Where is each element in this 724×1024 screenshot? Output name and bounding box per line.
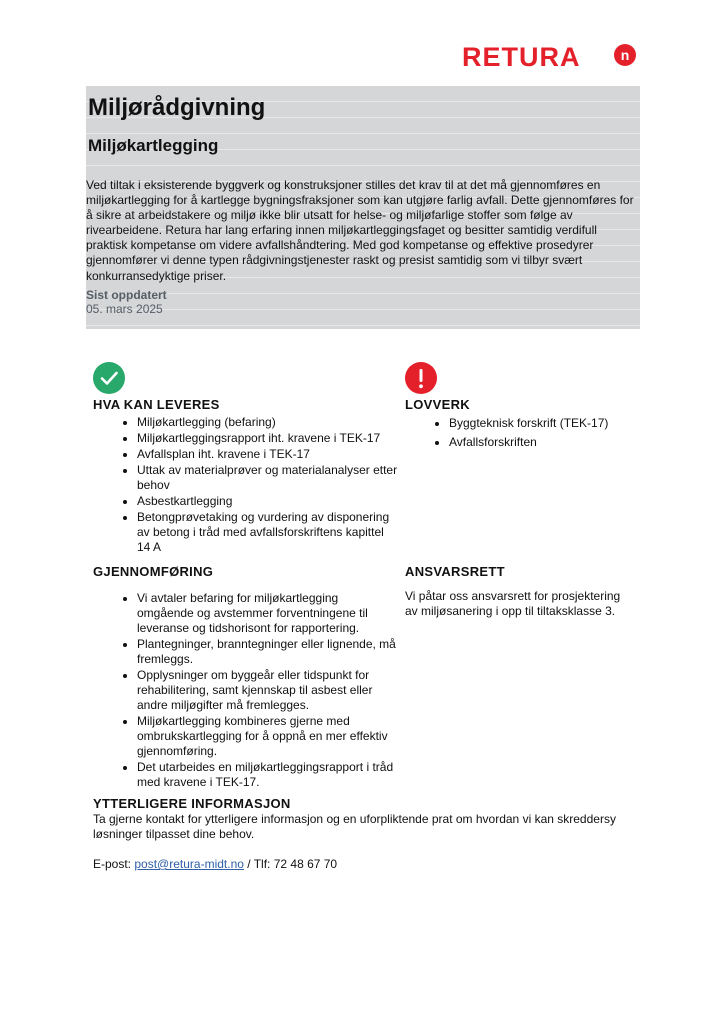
more-info-title: YTTERLIGERE INFORMASJON xyxy=(93,796,291,811)
list-item: • Avfallsplan iht. kravene i TEK-17 xyxy=(137,447,398,462)
updated-label: Sist oppdatert xyxy=(86,288,167,302)
retura-logo xyxy=(462,43,642,71)
contact-line xyxy=(93,857,638,872)
exclamation-icon xyxy=(405,362,437,394)
logo-badge-icon: n xyxy=(614,44,636,66)
page-title: Miljørådgivning xyxy=(88,94,266,121)
email-label: E-post: xyxy=(93,857,132,871)
execution-section xyxy=(93,564,398,791)
list-item: • Avfallsforskriften xyxy=(449,435,640,450)
page-subtitle: Miljøkartlegging xyxy=(88,136,219,155)
email-link[interactable]: post@retura-midt.no xyxy=(134,857,244,871)
list-item: • Det utarbeides en miljøkartleggingsrapport i tråd med kravene i TEK-17. xyxy=(137,760,398,790)
deliverables-list xyxy=(93,415,398,555)
more-info-section xyxy=(93,796,638,872)
execution-title: GJENNOMFØRING xyxy=(93,564,214,579)
list-item: • Miljøkartleggingsrapport iht. kravene i TEK-17 xyxy=(137,431,398,446)
list-item: • Miljøkartlegging kombineres gjerne med ombrukskartlegging for å oppnå en mer effektiv gjennomføring. xyxy=(137,714,398,759)
law-title: LOVVERK xyxy=(405,397,470,412)
checkmark-icon xyxy=(93,362,125,394)
intro-paragraph: Ved tiltak i eksisterende byggverk og konstruksjoner stilles det krav til at det må gjennomføres en miljøkartlegging for å kartlegge bygningsfraksjoner som kan utgjøre farlig avfall. Dette gjennomføres for å sikre at arbeidstakere og miljø ikke blir utsatt for helse- og miljøfarlige stoffer som følge av rivearbeidene. Retura har lang erfaring innen miljøkartleggingsfaget og besitter samtidig verdifull praktisk kompetanse om videre avfallshåndtering. Med god kompetanse og effektive prosedyrer gjennomfører vi denne typen rådgivningstjenester raskt og presist samtidig som vi tilbyr svært konkurransedyktige priser. xyxy=(86,178,634,283)
header-panel xyxy=(86,86,640,329)
phone-text: / Tlf: 72 48 67 70 xyxy=(247,857,338,871)
law-list xyxy=(405,416,640,450)
responsibility-section xyxy=(405,564,630,619)
responsibility-text: Vi påtar oss ansvarsrett for prosjektering av miljøsanering i opp til tiltaksklasse 3. xyxy=(405,589,621,618)
execution-list xyxy=(93,591,398,790)
list-item: • Miljøkartlegging (befaring) xyxy=(137,415,398,430)
law-section xyxy=(405,397,640,451)
list-item: • Byggteknisk forskrift (TEK-17) xyxy=(449,416,640,431)
list-item: • Uttak av materialprøver og materialanalyser etter behov xyxy=(137,463,398,493)
list-item: • Plantegninger, branntegninger eller lignende, må fremleggs. xyxy=(137,637,398,667)
deliverables-section xyxy=(93,397,398,556)
list-item: • Betongprøvetaking og vurdering av disponering av betong i tråd med avfallsforskriftens kapittel 14 A xyxy=(137,510,398,555)
updated-date: 05. mars 2025 xyxy=(86,302,163,316)
list-item: • Vi avtaler befaring for miljøkartlegging omgående og avstemmer forventningene til leveranse og tidshorisont for rapportering. xyxy=(137,591,398,636)
more-info-text: Ta gjerne kontakt for ytterligere informasjon og en uforpliktende prat om hvordan vi kan skreddersy løsninger tilpasset dine behov. xyxy=(93,812,616,841)
logo-wordmark: RETURA xyxy=(462,42,581,72)
deliverables-title: HVA KAN LEVERES xyxy=(93,397,220,412)
responsibility-title: ANSVARSRETT xyxy=(405,564,505,579)
list-item: • Opplysninger om byggeår eller tidspunkt for rehabilitering, samt kjennskap til asbest eller andre miljøgifter må fremlegges. xyxy=(137,668,398,713)
list-item: • Asbestkartlegging xyxy=(137,494,398,509)
